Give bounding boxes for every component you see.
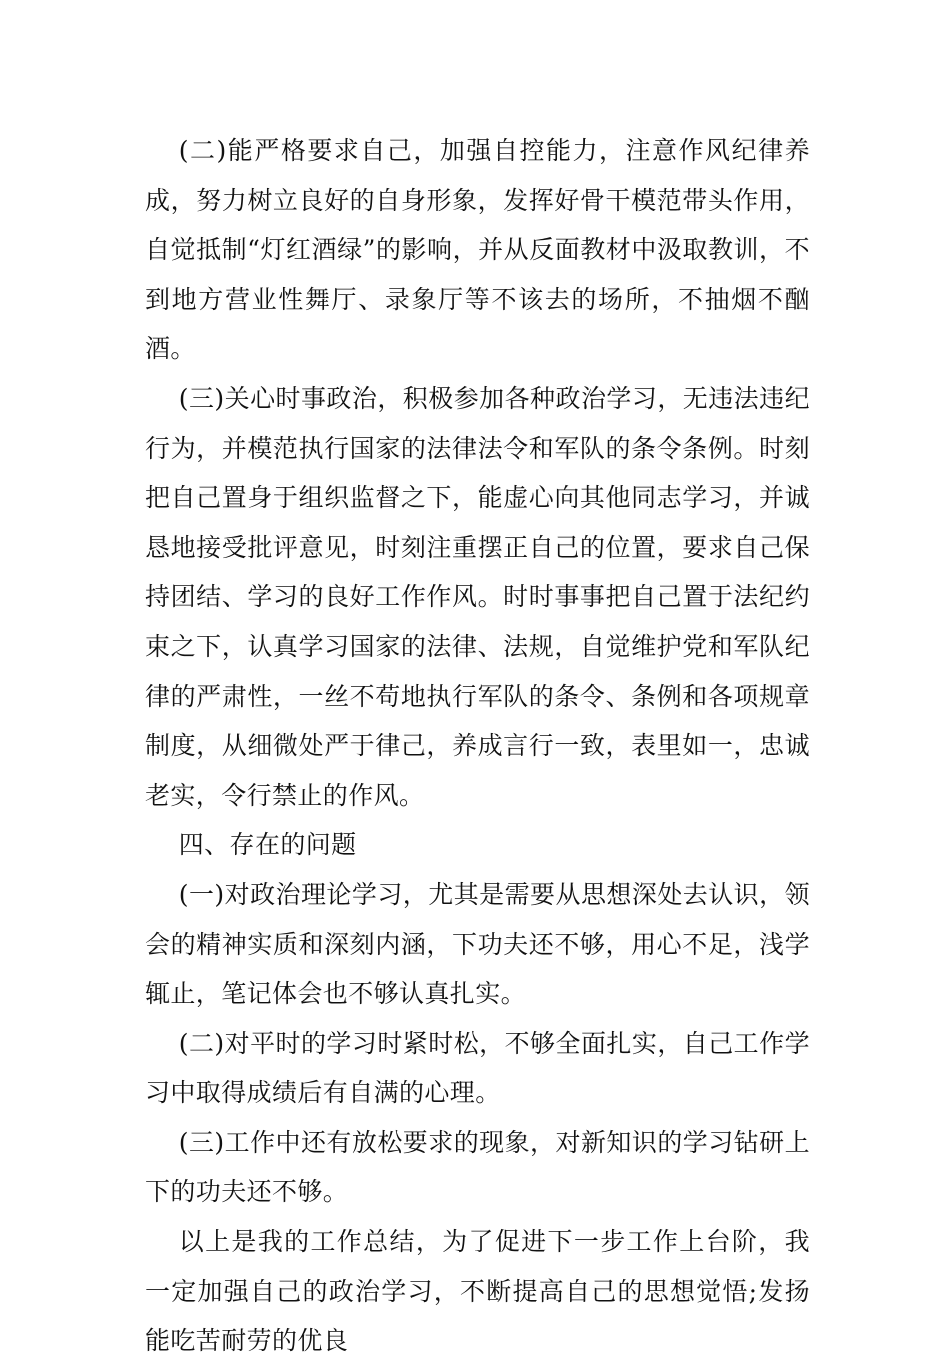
paragraph-discipline: (二)能严格要求自己，加强自控能力，注意作风纪律养成，努力树立良好的自身形象，发挥好骨干模范带头作用，自觉抵制“灯红酒绿”的影响，并从反面教材中汲取教训，不到地方营业性舞厅、录象厅等不该去的场所，不抽烟不酗酒。 — [145, 136, 810, 364]
paragraph-politics: (三)关心时事政治，积极参加各种政治学习，无违法违纪行为，并模范执行国家的法律法令和军队的条令条例。时刻把自己置身于组织监督之下，能虚心向其他同志学习，并诚恳地接受批评意见，时刻注重摆正自己的位置，要求自己保持团结、学习的良好工作作风。时时事事把自己置于法纪约束之下，认真学习国家的法律、法规，自觉维护党和军队纪律的严肃性，一丝不苟地执行军队的条令、条例和各项规章制度，从细微处严于律己，养成言行一致，表里如一，忠诚老实，令行禁止的作风。 — [145, 383, 810, 810]
paragraph-problem-3: (三)工作中还有放松要求的现象，对新知识的学习钻研上下的功夫还不够。 — [145, 1127, 810, 1207]
paragraph-problem-1: (一)对政治理论学习，尤其是需要从思想深处去认识，领会的精神实质和深刻内涵，下功夫还不够，用心不足，浅学辄止，笔记体会也不够认真扎实。 — [145, 879, 810, 1009]
paragraph-conclusion: 以上是我的工作总结，为了促进下一步工作上台阶，我一定加强自己的政治学习，不断提高自己的思想觉悟;发扬能吃苦耐劳的优良 — [145, 1227, 810, 1356]
paragraph-problem-2: (二)对平时的学习时紧时松，不够全面扎实，自己工作学习中取得成绩后有自满的心理。 — [145, 1028, 810, 1108]
document-body — [145, 126, 810, 1366]
section-heading-problems: 四、存在的问题 — [178, 830, 357, 860]
